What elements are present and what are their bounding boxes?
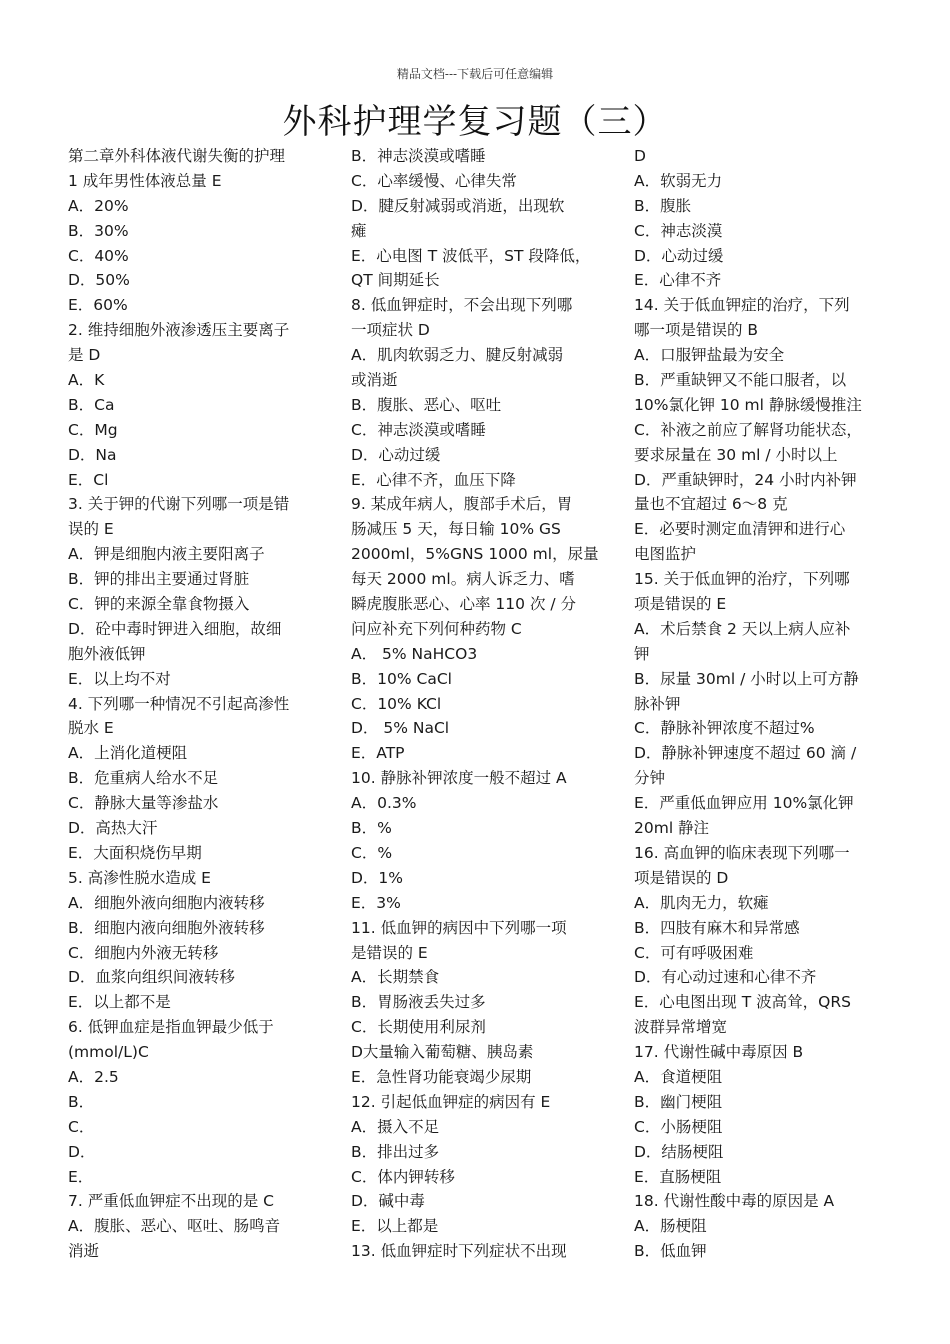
text-line: C．补液之前应了解肾功能状态， <box>634 420 862 439</box>
text-line: A．肌肉软弱乏力、腱反射减弱 <box>351 346 564 365</box>
text-line: C．可有呼吸困难 <box>634 943 754 962</box>
text-line: A．肌肉无力，软瘫 <box>634 893 769 912</box>
text-line: D．1% <box>351 868 404 887</box>
text-line: 肠减压 5 天，每日输 10% GS <box>351 520 561 539</box>
text-line: C． <box>68 1117 95 1136</box>
text-line: D．50% <box>68 271 130 290</box>
text-line: 17. 代谢性碱中毒原因 B <box>634 1043 804 1062</box>
text-line: A．2.5 <box>68 1067 119 1086</box>
text-line: 2. 维持细胞外液渗透压主要离子 <box>68 321 290 340</box>
text-line: C．静脉大量等渗盐水 <box>68 794 219 813</box>
text-line: E．60% <box>68 296 128 315</box>
text-line: A．食道梗阻 <box>634 1067 723 1086</box>
text-line: A． 5% NaHCO3 <box>351 644 478 663</box>
text-line: A．口服钾盐最为安全 <box>634 346 785 365</box>
text-line: 20ml 静注 <box>634 819 710 838</box>
text-line: D．血浆向组织间液转移 <box>68 968 235 987</box>
text-line: B．危重病人给水不足 <box>68 769 219 788</box>
text-line: E．以上都是 <box>351 1217 439 1236</box>
body-columns <box>68 144 898 1269</box>
text-line: E．严重低血钾应用 10%氯化钾 <box>634 794 854 813</box>
text-line: B．% <box>351 819 392 838</box>
text-line: D．心动过缓 <box>351 445 441 464</box>
text-line: 7. 严重低血钾症不出现的是 C <box>68 1192 274 1211</box>
text-line: E．急性肾功能衰竭少尿期 <box>351 1067 532 1086</box>
text-line: 项是错误的 E <box>634 595 727 614</box>
text-line: A．腹胀、恶心、呕吐、肠鸣音 <box>68 1217 281 1236</box>
text-line: C．体内钾转移 <box>351 1167 455 1186</box>
text-line: B．排出过多 <box>351 1142 440 1161</box>
text-line: E．以上均不对 <box>68 669 171 688</box>
column-3 <box>634 144 892 1264</box>
text-line: C．长期使用利尿剂 <box>351 1018 486 1037</box>
text-line: D． 5% NaCl <box>351 719 450 738</box>
text-line: B．10% CaCl <box>351 669 452 688</box>
text-line: B．腹胀、恶心、呕吐 <box>351 395 502 414</box>
text-line: D．静脉补钾速度不超过 60 滴 / <box>634 744 857 763</box>
text-line: A．K <box>68 371 105 390</box>
text-line: 12. 引起低血钾症的病因有 E <box>351 1092 551 1111</box>
text-line: B．严重缺钾又不能口服者，以 <box>634 371 847 390</box>
text-line: 是错误的 E <box>351 943 428 962</box>
text-line: A．0.3% <box>351 794 417 813</box>
text-line: D． <box>68 1142 96 1161</box>
text-line: 脱水 E <box>68 719 114 738</box>
text-line: D．严重缺钾时，24 小时内补钾 <box>634 470 857 489</box>
text-line: B．胃肠液丢失过多 <box>351 993 486 1012</box>
text-line: 钾 <box>634 644 650 663</box>
text-line: D．砼中毒时钾进入细胞，故细 <box>68 619 282 638</box>
text-line: C．心率缓慢、心律失常 <box>351 171 517 190</box>
text-line: 波群异常增宽 <box>634 1018 728 1037</box>
text-line: A．软弱无力 <box>634 171 723 190</box>
text-line: 10%氯化钾 10 ml 静脉缓慢推注 <box>634 395 862 414</box>
text-line: 一项症状 D <box>351 321 430 340</box>
text-line: 胞外液低钾 <box>68 644 146 663</box>
text-line: E． <box>68 1167 94 1186</box>
text-line: E．以上都不是 <box>68 993 171 1012</box>
text-line: 哪一项是错误的 B <box>634 321 759 340</box>
text-line: E．心电图出现 T 波高耸，QRS <box>634 993 851 1012</box>
text-line: E．心电图 T 波低平，ST 段降低， <box>351 246 591 265</box>
text-line: B．低血钾 <box>634 1242 707 1261</box>
column-1 <box>68 144 326 1264</box>
text-line: C．10% KCl <box>351 694 442 713</box>
text-line: E．心律不齐，血压下降 <box>351 470 516 489</box>
text-line: D．腱反射减弱或消逝，出现软 <box>351 196 565 215</box>
header-watermark: 精品文档---下载后可任意编辑 <box>396 67 554 81</box>
text-line: A．20% <box>68 196 129 215</box>
text-line: B．细胞内液向细胞外液转移 <box>68 918 265 937</box>
text-line: 项是错误的 D <box>634 868 729 887</box>
text-line: 1 成年男性体液总量 E <box>68 171 222 190</box>
text-line: D．心动过缓 <box>634 246 724 265</box>
text-line: B．30% <box>68 221 129 240</box>
text-line: B．腹胀 <box>634 196 692 215</box>
text-line: B．四肢有麻木和异常感 <box>634 918 800 937</box>
text-line: B． <box>68 1092 95 1111</box>
text-line: C．钾的来源全靠食物摄入 <box>68 595 250 614</box>
text-line: 4. 下列哪一种情况不引起高渗性 <box>68 694 290 713</box>
text-line: B．钾的排出主要通过肾脏 <box>68 570 250 589</box>
document-title: 外科护理学复习题（三） <box>282 102 668 142</box>
text-line: C．细胞内外液无转移 <box>68 943 219 962</box>
text-line: E．ATP <box>351 744 405 763</box>
text-line: 11. 低血钾的病因中下列哪一项 <box>351 918 567 937</box>
text-line: C．40% <box>68 246 129 265</box>
text-line: E．直肠梗阻 <box>634 1167 722 1186</box>
text-line: B．Ca <box>68 395 115 414</box>
text-line: 14. 关于低血钾症的治疗，下列 <box>634 296 850 315</box>
text-line: B．幽门梗阻 <box>634 1092 723 1111</box>
text-line: E．必要时测定血清钾和进行心 <box>634 520 846 539</box>
column-2 <box>351 144 609 1264</box>
text-line: 6. 低钾血症是指血钾最少低于 <box>68 1018 274 1037</box>
text-line: 要求尿量在 30 ml / 小时以上 <box>634 445 838 464</box>
text-line: E．Cl <box>68 470 109 489</box>
text-line: A．钾是细胞内液主要阳离子 <box>68 545 265 564</box>
text-line: B．神志淡漠或嗜睡 <box>351 147 486 165</box>
text-line: D大量输入葡萄糖、胰岛素 <box>351 1043 534 1062</box>
text-line: 第二章外科体液代谢失衡的护理 <box>68 147 286 165</box>
text-line: D．结肠梗阻 <box>634 1142 724 1161</box>
text-line: 或消逝 <box>351 371 398 390</box>
text-line: D．碱中毒 <box>351 1192 425 1211</box>
text-line: C．神志淡漠或嗜睡 <box>351 420 486 439</box>
text-line: 每天 2000 ml。病人诉乏力、嗜 <box>351 570 575 589</box>
text-line: 5. 高渗性脱水造成 E <box>68 868 211 887</box>
text-line: E．3% <box>351 893 401 912</box>
text-line: A．细胞外液向细胞内液转移 <box>68 893 265 912</box>
text-line: C．Mg <box>68 420 118 439</box>
text-line: A．上消化道梗阻 <box>68 744 188 763</box>
text-line: E．心律不齐 <box>634 271 722 290</box>
text-line: 分钟 <box>634 769 666 788</box>
text-line: 8. 低血钾症时，不会出现下列哪 <box>351 296 573 315</box>
text-line: C．小肠梗阻 <box>634 1117 723 1136</box>
text-line: 13. 低血钾症时下列症状不出现 <box>351 1242 567 1261</box>
text-line: C．神志淡漠 <box>634 221 723 240</box>
text-line: D <box>634 147 646 165</box>
text-line: 9. 某成年病人，腹部手术后，胃 <box>351 495 573 514</box>
text-line: 问应补充下列何种药物 C <box>351 619 522 638</box>
text-line: A．术后禁食 2 天以上病人应补 <box>634 619 851 638</box>
text-line: QT 间期延长 <box>351 271 440 290</box>
text-line: D．Na <box>68 445 117 464</box>
text-line: 脉补钾 <box>634 694 681 713</box>
text-line: 消逝 <box>68 1242 100 1261</box>
text-line: 2000ml，5%GNS 1000 ml，尿量 <box>351 545 599 564</box>
text-line: B．尿量 30ml / 小时以上可方静 <box>634 669 859 688</box>
text-line: 量也不宜超过 6～8 克 <box>634 495 788 514</box>
text-line: 瘫 <box>351 221 367 240</box>
text-line: A．肠梗阻 <box>634 1217 707 1236</box>
text-line: 误的 E <box>68 520 114 539</box>
text-line: 10. 静脉补钾浓度一般不超过 A <box>351 769 567 788</box>
text-line: 3. 关于钾的代谢下列哪一项是错 <box>68 495 290 514</box>
text-line: 16. 高血钾的临床表现下列哪一 <box>634 843 850 862</box>
text-line: 15. 关于低血钾的治疗，下列哪 <box>634 570 850 589</box>
text-line: (mmol/L)C <box>68 1043 149 1062</box>
text-line: 瞬虎腹胀恶心、心率 110 次 / 分 <box>351 595 577 614</box>
text-line: 电图监护 <box>634 545 697 564</box>
text-line: 18. 代谢性酸中毒的原因是 A <box>634 1192 835 1211</box>
text-line: A．长期禁食 <box>351 968 440 987</box>
text-line: A．摄入不足 <box>351 1117 440 1136</box>
text-line: C．静脉补钾浓度不超过% <box>634 719 815 738</box>
text-line: E．大面积烧伤早期 <box>68 843 202 862</box>
text-line: D．高热大汗 <box>68 819 158 838</box>
text-line: 是 D <box>68 346 101 365</box>
text-line: C．% <box>351 843 393 862</box>
text-line: D．有心动过速和心律不齐 <box>634 968 817 987</box>
